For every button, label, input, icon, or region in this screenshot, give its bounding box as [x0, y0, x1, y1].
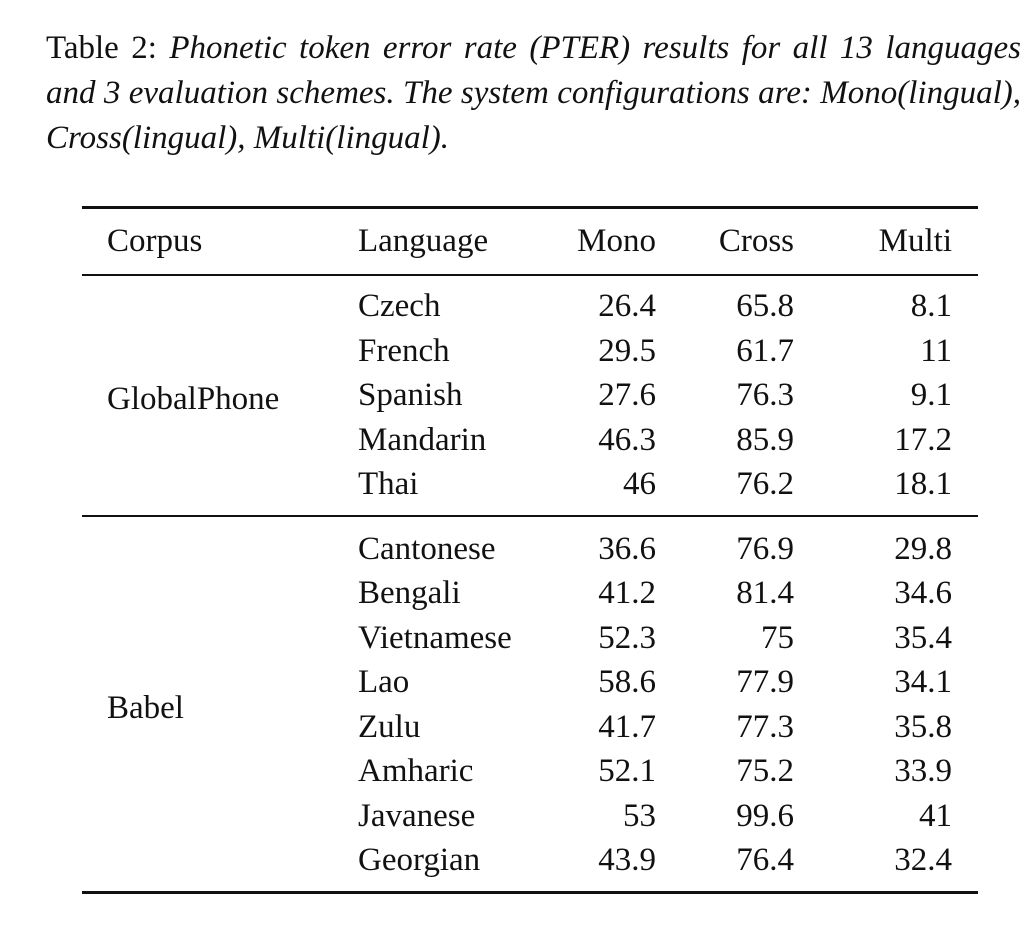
results-table	[82, 206, 978, 894]
mono-cell: 43.9	[598, 842, 656, 878]
cross-cell: 76.2	[736, 466, 794, 502]
language-cell: Czech	[358, 288, 441, 324]
caption-text: Phonetic token error rate (PTER) results for all 13 languages and 3 evaluation schemes. The system configurations are: Mono(lingual), Cross(lingual), Multi(lingual).	[46, 30, 1022, 156]
corpus-cell: GlobalPhone	[107, 381, 280, 417]
cross-cell: 61.7	[736, 332, 794, 369]
mono-cell: 29.5	[598, 332, 656, 369]
language-cell: Zulu	[358, 708, 421, 745]
table-row	[82, 516, 978, 572]
multi-cell: 17.2	[894, 421, 952, 458]
header-row	[82, 209, 978, 274]
mono-cell: 26.4	[598, 288, 656, 324]
mono-cell: 46	[623, 466, 656, 502]
bottom-rule	[82, 891, 978, 894]
multi-cell: 35.8	[894, 708, 952, 745]
cross-cell: 77.9	[736, 664, 794, 700]
language-cell: Thai	[358, 466, 419, 502]
mono-cell: 46.3	[598, 421, 656, 458]
mono-cell: 27.6	[598, 377, 656, 413]
corpus-cell: Babel	[82, 516, 356, 891]
cross-cell: 76.9	[682, 516, 820, 572]
language-cell: Georgian	[358, 842, 481, 878]
language-cell: Javanese	[358, 797, 476, 834]
cross-cell: 76.3	[736, 377, 794, 413]
cross-cell: 75.2	[736, 753, 794, 789]
mono-cell: 52.3	[598, 619, 656, 656]
language-cell: Cantonese	[356, 516, 552, 572]
table-row	[82, 274, 978, 329]
cross-cell: 76.4	[736, 842, 794, 878]
header-corpus: Corpus	[107, 223, 203, 259]
cross-cell: 81.4	[736, 575, 794, 611]
multi-cell: 29.8	[820, 516, 978, 572]
mono-cell: 53	[623, 797, 656, 834]
header-cross: Cross	[718, 223, 794, 259]
mono-cell: 41.2	[598, 575, 656, 611]
mono-cell: 58.6	[598, 664, 656, 700]
table-body	[82, 274, 978, 891]
mono-cell: 41.7	[598, 708, 656, 745]
multi-cell: 35.4	[894, 619, 952, 656]
language-cell: Spanish	[358, 377, 463, 413]
header-multi: Multi	[878, 223, 952, 259]
cross-cell: 77.3	[736, 708, 794, 745]
cross-cell: 99.6	[736, 797, 794, 834]
multi-cell: 34.1	[894, 664, 952, 700]
cross-cell: 75	[761, 619, 794, 656]
caption-label: Table 2:	[46, 30, 157, 66]
mono-cell: 52.1	[598, 753, 656, 789]
multi-cell: 41	[919, 797, 952, 834]
header-language: Language	[358, 223, 489, 259]
language-cell: Amharic	[358, 753, 474, 789]
mono-cell: 36.6	[552, 516, 682, 572]
language-cell: Bengali	[358, 575, 461, 611]
multi-cell: 32.4	[894, 842, 952, 878]
multi-cell: 34.6	[894, 575, 952, 611]
multi-cell: 9.1	[910, 377, 952, 413]
multi-cell: 11	[920, 332, 952, 369]
header-rule	[82, 274, 978, 276]
language-cell: Lao	[358, 664, 410, 700]
cross-cell: 65.8	[736, 288, 794, 324]
cross-cell: 85.9	[736, 421, 794, 458]
language-cell: Vietnamese	[358, 619, 512, 656]
multi-cell: 18.1	[894, 466, 952, 502]
multi-cell: 33.9	[894, 753, 952, 789]
header-mono: Mono	[577, 223, 656, 259]
multi-cell: 8.1	[910, 288, 952, 324]
language-cell: French	[358, 332, 450, 369]
language-cell: Mandarin	[358, 421, 487, 458]
table-caption	[46, 26, 1021, 161]
pter-table	[82, 209, 978, 891]
